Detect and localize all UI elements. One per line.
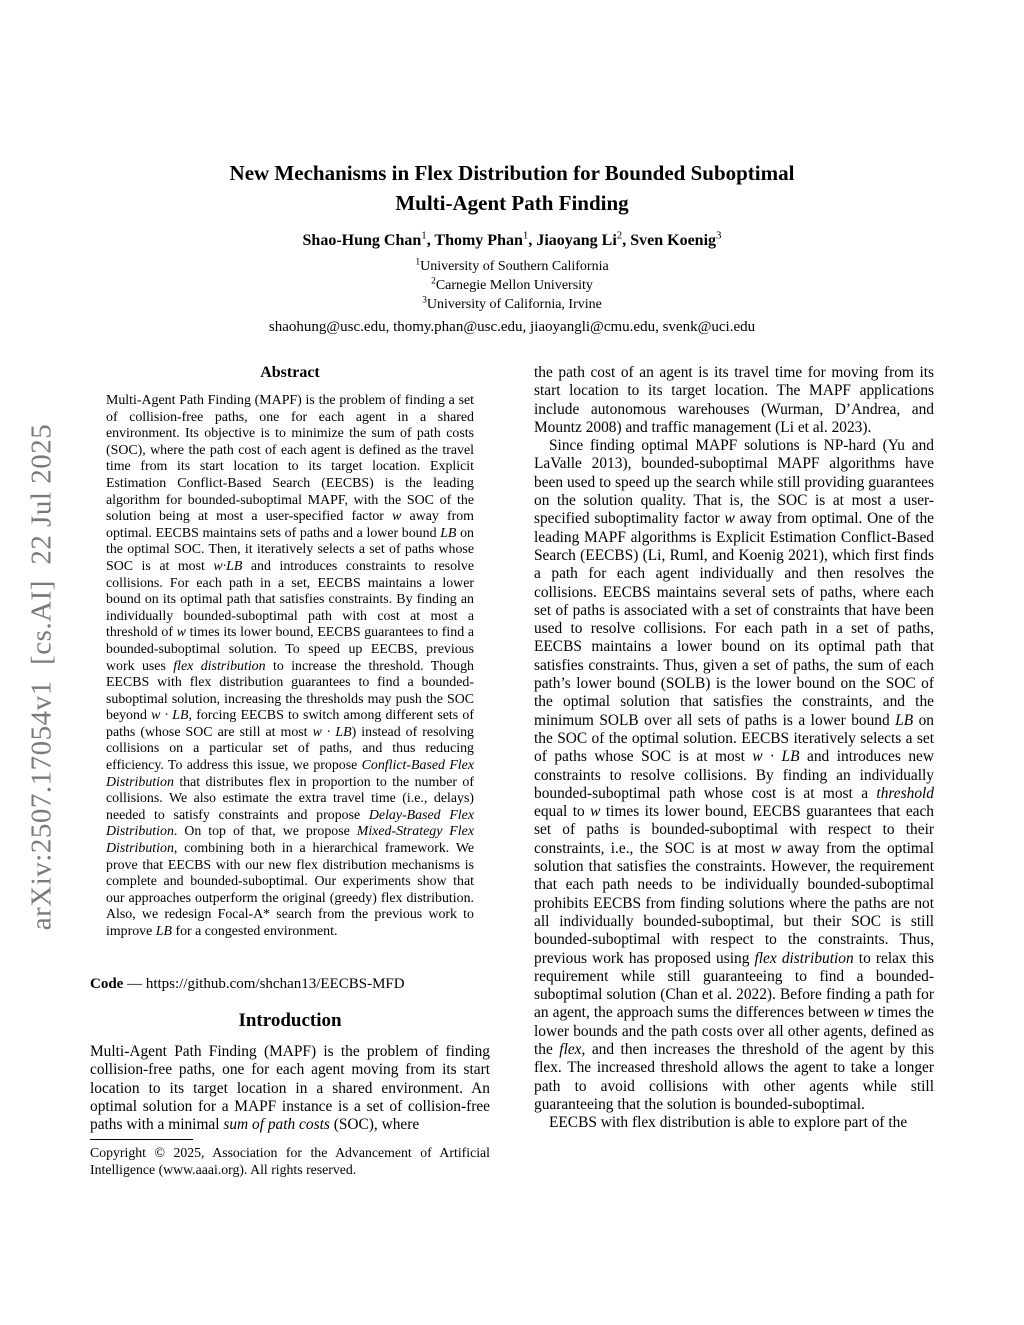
abstract-body: Multi-Agent Path Finding (MAPF) is the problem of finding a set of collision-free paths, one for each agent in a shared environment. Its objective is to minimize the sum of path costs (SOC), where the path cost of each agent is defined as the travel time from its start location to its target location. Explicit Estimation Conflict-Based Search (EECBS) is the leading algorithm for bounded-suboptimal MAPF, with the SOC of the solution being at most a user-specified factor w away from optimal. EECBS maintains sets of paths and a lower bound LB on the optimal SOC. Then, it iteratively selects a set of paths whose SOC is at most w·LB and introduces constraints to resolve collisions. For each path in a set, EECBS maintains a lower bound on its optimal path that satisfies constraints. By finding an individually bounded-suboptimal path with cost at most a threshold of w times its lower bound, EECBS guarantees to find a bounded-suboptimal solution. To speed up EECBS, previous work uses flex distribution to increase the threshold. Though EECBS with flex distribution guarantees to find a bounded-suboptimal solution, increasing the thresholds may push the SOC beyond w · LB, forcing EECBS to switch among different sets of paths (whose SOC are still at most w · LB) instead of resolving collisions on a particular set of paths, and thus reducing efficiency. To address this issue, we propose Conflict-Based Flex Distribution that distributes flex in proportion to the number of collisions. We also estimate the extra travel time (i.e., delays) needed to satisfy constraints and propose Delay-Based Flex Distribution. On top of that, we propose Mixed-Strategy Flex Distribution, combining both in a hierarchical framework. We prove that EECBS with our new flex distribution mechanisms is complete and bounded-suboptimal. Our experiments show that our approaches outperform the original (greedy) flex distribution. Also, we redesign Focal-A* search from the previous work to improve LB for a congested environment. [106,393,475,939]
right-column [534,364,934,1132]
authors-line: Shao-Hung Chan$^1$, Thomy Phan$^1$, Jiaoyang Li$^2$, Sven Koenig$^3$ [302,229,722,249]
title-line-1: New Mechanisms in Flex Distribution for Bounded Suboptimal [229,161,795,185]
affiliation-3: $^3$University of California, Irvine [422,295,602,312]
code-separator: — [127,976,143,992]
body-paragraph-3: EECBS with flex distribution is able to explore part of the [549,1114,908,1132]
title-line-2: Multi-Agent Path Finding [395,191,629,215]
emails-line: shaohung@usc.edu, thomy.phan@usc.edu, jiaoyangli@cmu.edu, svenk@uci.edu [268,319,756,335]
copyright-footnote [90,1139,490,1179]
arxiv-watermark: arXiv:2507.17054v1 [cs.AI] 22 Jul 2025 [25,423,58,931]
body-paragraph-1: the path cost of an agent is its travel time for moving from its start location to its target location. The MAPF applications include autonomous warehouses (Wurman, D’Andrea, and Mountz 2008) and traffic management (Li et al. 2023). [534,364,934,436]
introduction-paragraph: Multi-Agent Path Finding (MAPF) is the problem of finding collision-free paths, one for each agent moving from its start location to its target location in a shared environment. An optimal solution for a MAPF instance is a set of collision-free paths with a minimal sum of path costs (SOC), where [90,1043,490,1134]
code-line [90,976,490,993]
code-label: Code [90,976,124,992]
paper-title [0,158,1024,218]
footnote-text: Copyright © 2025, Association for the Advancement of Artificial Intelligence (www.aaai.org). All rights reserved. [90,1145,490,1177]
affiliation-2: $^2$Carnegie Mellon University [431,276,593,293]
body-paragraph-2: Since finding optimal MAPF solutions is NP-hard (Yu and LaValle 2013), bounded-suboptimal MAPF algorithms have been used to speed up the search while still providing guarantees on the solution quality. That is, the SOC is at most a user-specified suboptimality factor w away from optimal. One of the leading MAPF algorithms is Explicit Estimation Conflict-Based Search (EECBS) (Li, Ruml, and Koenig 2021), which first finds a path for each agent individually and then resolves the collisions. EECBS maintains several sets of paths, where each set of paths is associated with a set of constraints that have been used to resolve collisions. For each path in a set of paths, EECBS maintains a lower bound on its optimal path that satisfies constraints. Thus, given a set of paths, the sum of each path’s lower bound (SOLB) is the lower bound on the SOC of the optimal solution that satisfies the constraints, and the minimum SOLB over all sets of paths is a lower bound LB on the SOC of the optimal solution. EECBS iteratively selects a set of paths whose SOC is at most w · LB and introduces new constraints to resolve collisions. By finding an individually bounded-suboptimal path whose cost is at most a threshold equal to w times its lower bound, EECBS guarantees that each set of paths is bounded-suboptimal with respect to their constraints, i.e., the SOC is at most w away from the optimal solution that satisfies the constraints. However, the requirement that each path needs to be individually bounded-suboptimal prohibits EECBS from finding solutions where the paths are not all individually bounded-suboptimal, but their SOC is still bounded-suboptimal with respect to the constraints. Thus, previous work has proposed using flex distribution to relax this requirement while still guaranteeing to find a bounded-suboptimal solution (Chan et al. 2022). Before finding a path for an agent, the approach sums the differences between w times the lower bounds and the path costs over all other agents, defined as the flex, and then increases the threshold of the agent by this flex. The increased threshold allows the agent to take a longer path to avoid collisions with other agents while still guaranteeing that the solution is bounded-suboptimal. [534,437,935,1113]
abstract-heading: Abstract [260,364,320,381]
footnote-rule [90,1139,193,1140]
code-url-link[interactable]: https://github.com/shchan13/EECBS-MFD [145,976,405,992]
introduction-heading: Introduction [238,1010,342,1031]
affiliation-1: $^1$University of Southern California [415,257,609,274]
left-column [90,364,490,1139]
paper-header [0,158,1024,337]
